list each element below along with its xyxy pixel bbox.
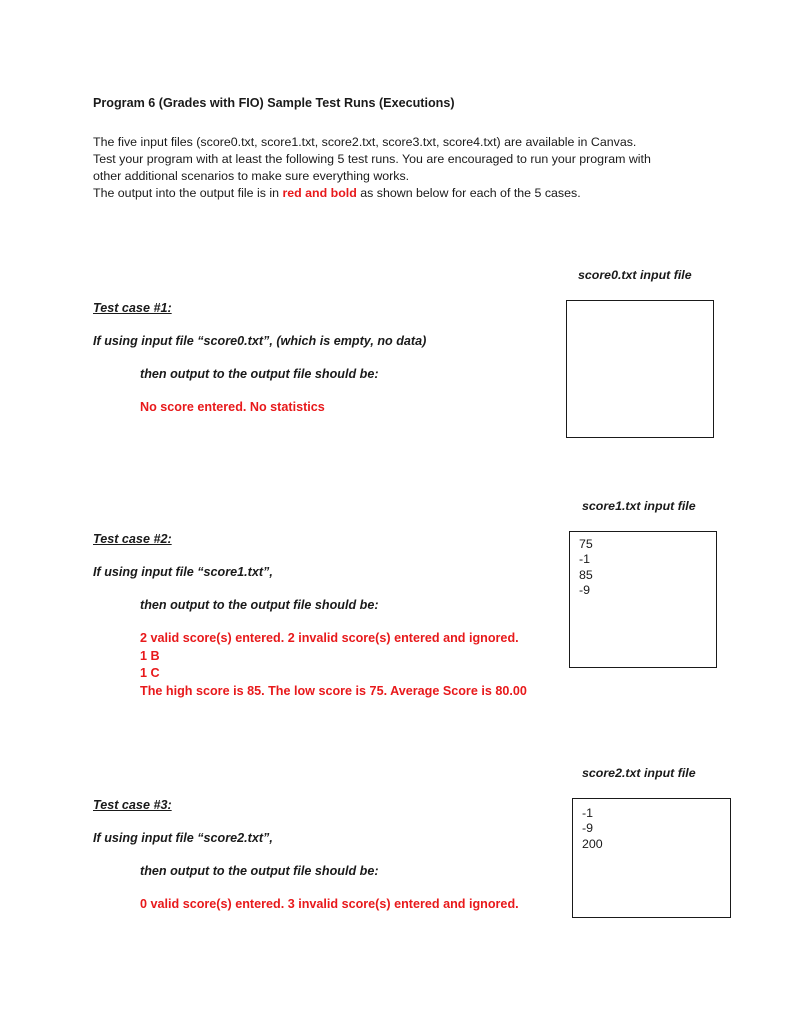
intro-red-bold-text: red and bold: [282, 186, 357, 200]
score0-file-box: [566, 300, 714, 438]
file-line: 200: [582, 836, 603, 851]
file-line: -1: [579, 552, 591, 567]
file-line: -9: [579, 583, 591, 598]
test-case-1-using: If using input file “score0.txt”, (which is empty, no data): [93, 334, 427, 348]
test-case-3-output: 0 valid score(s) entered. 3 invalid score(s) entered and ignored.: [140, 897, 519, 911]
output-line: The high score is 85. The low score is 75. Average Score is 80.00: [140, 683, 527, 698]
test-case-1-title: Test case #1:: [93, 301, 172, 315]
intro-line-4-end: as shown below for each of the 5 cases.: [356, 186, 581, 200]
file-line: -1: [582, 806, 594, 820]
output-line: 1 B: [140, 648, 160, 663]
test-case-2-title: Test case #2:: [93, 532, 172, 546]
test-case-2-then: then output to the output file should be:: [140, 598, 379, 612]
intro-line-2: Test your program with at least the following 5 test runs. You are encouraged to run your program with: [93, 152, 651, 166]
score1-file-label: score1.txt input file: [582, 499, 696, 513]
file-line: 75: [579, 537, 593, 551]
test-case-2-using: If using input file “score1.txt”,: [93, 565, 273, 579]
test-case-3-using: If using input file “score2.txt”,: [93, 831, 273, 845]
test-case-2-output: [140, 630, 527, 700]
intro-paragraph: [93, 134, 651, 202]
output-line: 1 C: [140, 666, 160, 680]
score1-file-content: [579, 537, 593, 599]
intro-line-4: [93, 185, 651, 202]
intro-line-4-start: The output into the output file is in: [93, 186, 283, 200]
intro-line-1: The five input files (score0.txt, score1.txt, score2.txt, score3.txt, score4.txt) are available in Canvas.: [93, 135, 637, 149]
file-line: -9: [582, 821, 594, 836]
output-line: 2 valid score(s) entered. 2 invalid score(s) entered and ignored.: [140, 631, 519, 645]
test-case-1-then: then output to the output file should be:: [140, 367, 379, 381]
file-line: 85: [579, 567, 593, 582]
score2-file-label: score2.txt input file: [582, 766, 696, 780]
test-case-3-title: Test case #3:: [93, 798, 172, 812]
intro-line-3: other additional scenarios to make sure everything works.: [93, 169, 410, 183]
score2-file-content: [582, 806, 603, 852]
test-case-3-then: then output to the output file should be:: [140, 864, 379, 878]
score0-file-label: score0.txt input file: [578, 268, 692, 282]
page-title: Program 6 (Grades with FIO) Sample Test Runs (Executions): [93, 96, 455, 110]
test-case-1-output: No score entered. No statistics: [140, 400, 325, 414]
